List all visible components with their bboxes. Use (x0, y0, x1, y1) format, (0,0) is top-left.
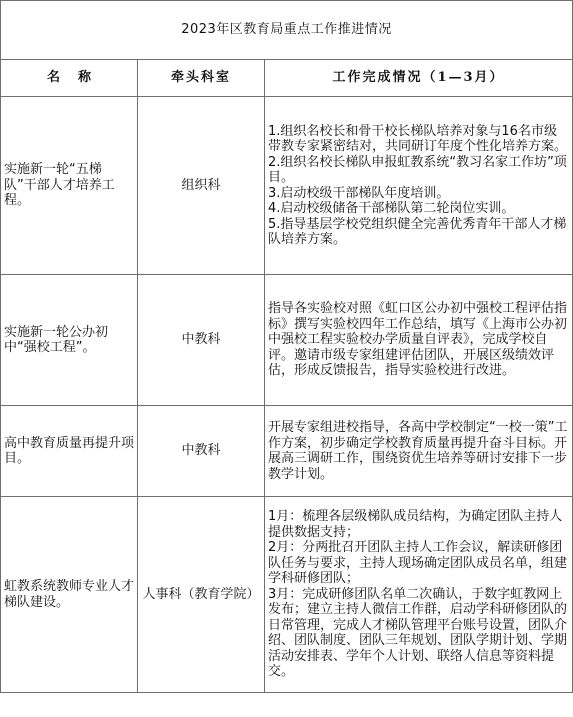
status-cell (265, 497, 573, 693)
status-line: 2.组织名校长梯队申报虹教系统“教习名家工作坊”项目。 (268, 154, 567, 185)
header-status: 工作完成情况（1—3月） (265, 60, 573, 97)
table-title: 2023年区教育局重点工作推进情况 (1, 1, 573, 60)
table-row (1, 97, 573, 275)
status-line: 指导各实验校对照《虹口区公办初中强校工程评估指标》撰写实验校四年工作总结，填写《上海市公办初中强校工程实验校办学质量自评表》，完成学校自评。邀请市级专家组建评估团队，开展区级绩效评估，形成反馈报告，指导实验校进行改进。 (268, 301, 568, 379)
table-row (1, 497, 573, 693)
status-line: 5.指导基层学校党组织健全完善优秀青年干部人才梯队培养方案。 (268, 216, 567, 247)
dept-cell: 人事科（教育学院） (138, 497, 265, 693)
task-cell: 实施新一轮公办初中“强校工程”。 (1, 275, 138, 406)
task-cell: 实施新一轮“五梯队”干部人才培养工程。 (1, 97, 138, 275)
title-row (1, 1, 573, 60)
status-line: 1.组织名校长和骨干校长梯队培养对象与16名市级带教专家紧密结对，共同研订年度个性化培养方案。 (268, 123, 568, 154)
header-dept: 牵头科室 (138, 60, 265, 97)
status-line: 2月：分两批召开团队主持人工作会议，解读研修团队任务与要求，主持人现场确定团队成员名单，组建学科研修团队； (268, 540, 568, 587)
status-line: 3月：完成研修团队名单二次确认，于数字虹教网上发布；建立主持人微信工作群，启动学科研修团队的日常管理，完成人才梯队管理平台账号设置，团队介绍、团队制度、团队三年规划、团队学期计划、学期活动安排表、学年个人计划、联络人信息等资料提交。 (268, 586, 568, 680)
status-line: 开展专家组进校指导，各高中学校制定“一校一策”工作方案，初步确定学校教育质量再提升奋斗目标。开展高三调研工作，围绕资优生培养等研讨安排下一步教学计划。 (268, 420, 568, 482)
header-name: 名称 (1, 60, 138, 97)
table-row (1, 275, 573, 406)
status-line: 1月：梳理各层级梯队成员结构，为确定团队主持人提供数据支持； (268, 509, 563, 540)
header-row (1, 60, 573, 97)
task-cell: 高中教育质量再提升项目。 (1, 406, 138, 497)
dept-cell: 中教科 (138, 275, 265, 406)
status-cell (265, 406, 573, 497)
status-cell (265, 275, 573, 406)
table-row (1, 406, 573, 497)
dept-cell: 中教科 (138, 406, 265, 497)
task-cell: 虹教系统教师专业人才梯队建设。 (1, 497, 138, 693)
status-line: 3.启动校级干部梯队年度培训。 (268, 185, 450, 201)
status-cell (265, 97, 573, 275)
status-line: 4.启动校级储备干部梯队第二轮岗位实训。 (268, 201, 515, 216)
dept-cell: 组织科 (138, 97, 265, 275)
